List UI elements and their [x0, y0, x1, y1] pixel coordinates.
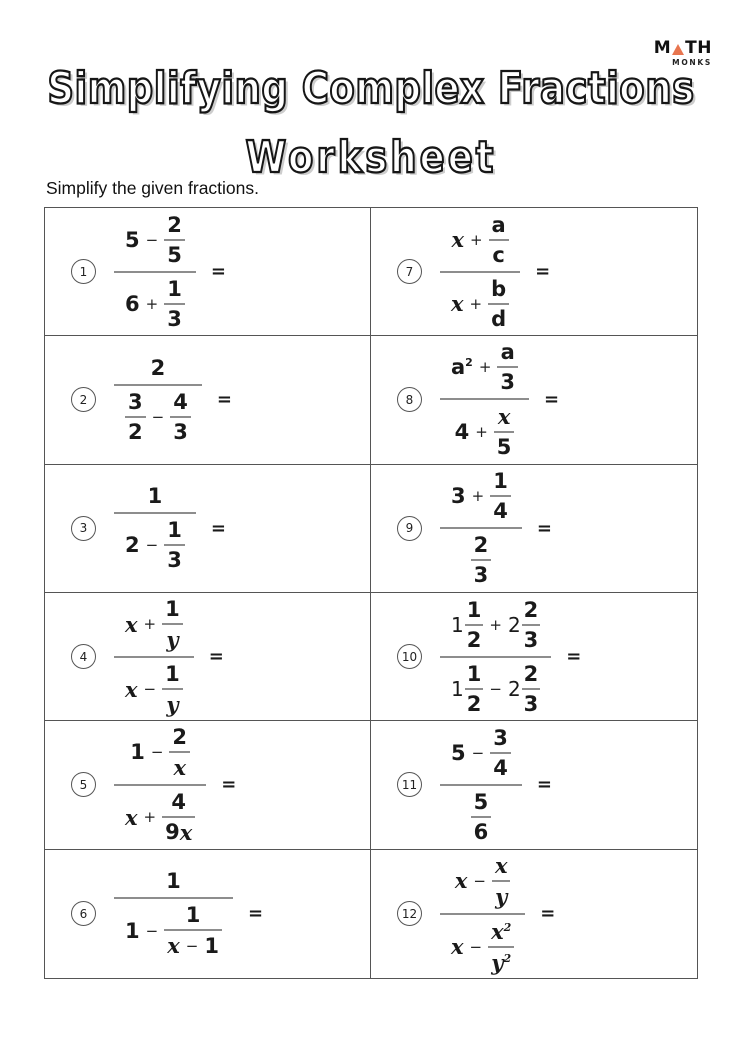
equals-sign: = [221, 774, 237, 796]
logo-subtext: MONKS [672, 58, 712, 67]
problem-number: 2 [71, 387, 96, 412]
problem-cell [45, 465, 371, 593]
equals-sign: = [536, 774, 552, 796]
equals-sign: = [566, 646, 582, 668]
complex-fraction: 5 − $\frac{2}{5}$ 6 + $\frac{1}{3}$ [114, 213, 196, 331]
equals-sign: = [210, 517, 226, 539]
problem-cell [371, 465, 697, 593]
equals-sign: = [536, 517, 552, 539]
complex-fraction: 1 2 − $\frac{1}{3}$ [114, 484, 196, 572]
problems-grid [44, 207, 698, 979]
problem-number: 10 [397, 644, 422, 669]
problem-number: 11 [397, 772, 422, 797]
logo-letters-th: TH [685, 38, 712, 58]
problem-number: 7 [397, 259, 422, 284]
problem-cell [371, 850, 697, 978]
title-line-1: Simplifying Complex Fractions [47, 63, 695, 114]
problem-cell [371, 336, 697, 464]
complex-fraction: x + $\frac{a}{c}$ x + $\frac{b}{d}$ [440, 213, 520, 331]
logo-letter-m: M [653, 38, 672, 58]
problem-number: 1 [71, 259, 96, 284]
problem-number: 9 [397, 516, 422, 541]
equals-sign: = [216, 389, 232, 411]
complex-fraction: $a^2$ + $\frac{a}{3}$ 4 + $\frac{x}{5}$ [440, 340, 529, 459]
equals-sign: = [535, 261, 551, 283]
equals-sign: = [208, 646, 224, 668]
problem-number: 12 [397, 901, 422, 926]
complex-fraction: x − $\frac{x}{y}$ x − $\frac{x^2}{y^2}$ [440, 853, 525, 975]
problem-number: 5 [71, 772, 96, 797]
title-line-2: Worksheet [245, 132, 497, 183]
problem-cell [45, 593, 371, 721]
complex-fraction: 5 − $\frac{3}{4}$ $\frac{5}{6}$ [440, 726, 522, 844]
complex-fraction: 3 + $\frac{1}{4}$ $\frac{2}{3}$ [440, 469, 522, 587]
complex-fraction: x + $\frac{1}{y}$ x − $\frac{1}{y}$ [114, 597, 194, 717]
complex-fraction: 1 1 − 1 x − 1 [114, 869, 233, 958]
worksheet-title [0, 58, 742, 196]
problem-number: 6 [71, 901, 96, 926]
problem-cell [371, 208, 697, 336]
equals-sign: = [544, 389, 560, 411]
problem-cell [45, 336, 371, 464]
complex-fraction: 1 − $\frac{2}{x}$ x + 4 9 x [114, 725, 206, 845]
instruction-text: Simplify the given fractions. [46, 178, 260, 198]
equals-sign: = [210, 261, 226, 283]
problem-number: 8 [397, 387, 422, 412]
complex-fraction: 1 $\frac{1}{2}$ + 2 $\frac{2}{3}$ 1 $\frac{1}{2}$ − 2 $\frac{2}{3}$ [440, 598, 551, 716]
equals-sign: = [540, 903, 556, 925]
complex-fraction: 2 $\frac{3}{2}$ − $\frac{4}{3}$ [114, 356, 202, 444]
problem-number: 3 [71, 516, 96, 541]
problem-cell [45, 208, 371, 336]
problem-number: 4 [71, 644, 96, 669]
problem-cell [45, 721, 371, 849]
problem-cell [371, 721, 697, 849]
equals-sign: = [247, 903, 264, 925]
problem-cell [371, 593, 697, 721]
problem-cell [45, 850, 371, 978]
